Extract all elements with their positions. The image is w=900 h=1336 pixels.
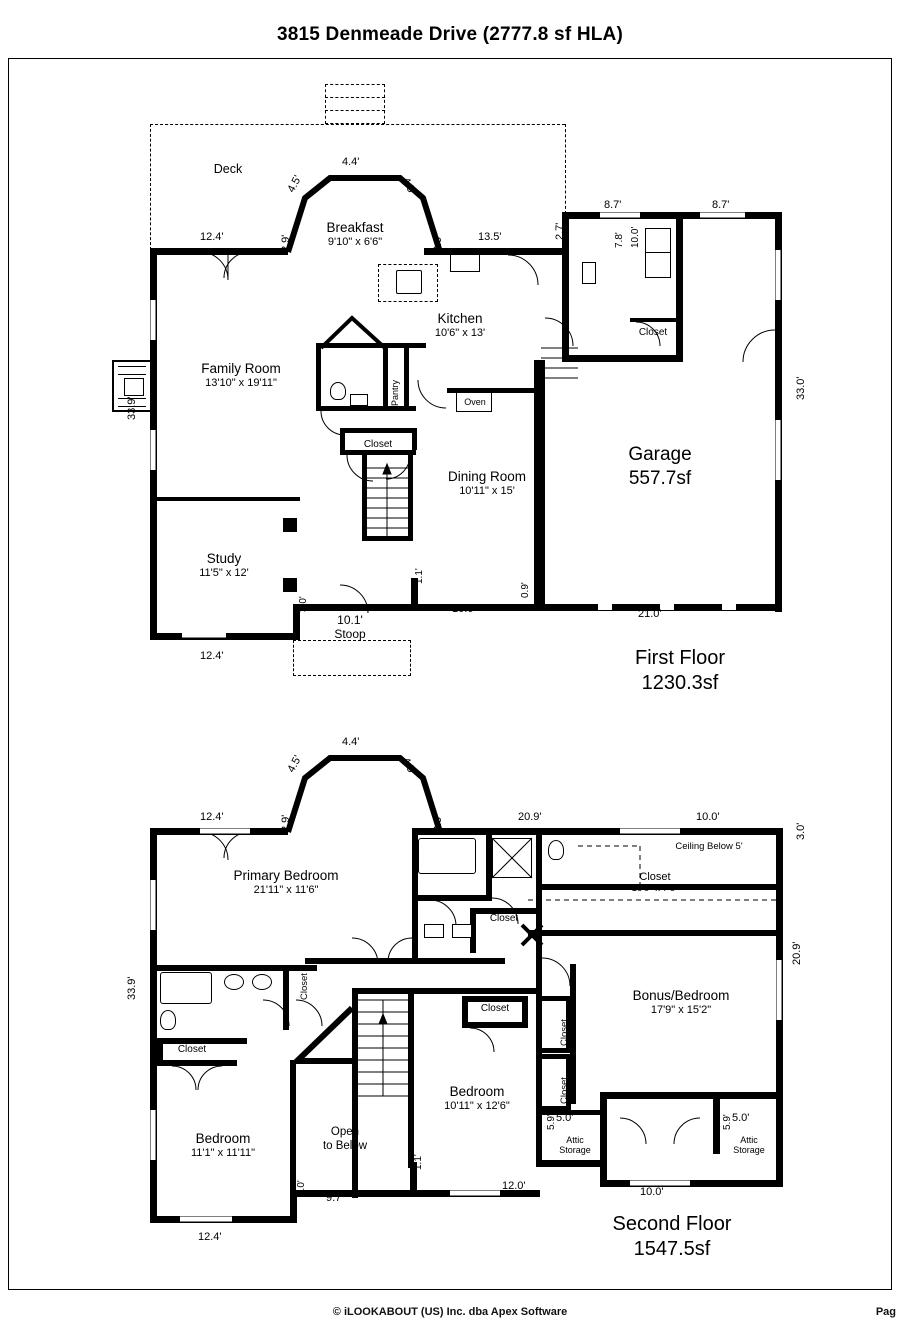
fireplace-hatch-1 — [118, 366, 146, 367]
dim-seg-10-6: 10.6' — [452, 603, 476, 615]
dim-seg-0-9: 0.9' — [520, 582, 531, 598]
wall2-left-bath-right — [283, 965, 289, 1030]
dim-garage-left-8-7: 8.7' — [604, 199, 622, 211]
dim-left-12-4-top: 12.4' — [200, 231, 224, 243]
dim2-attic-left-5-0: 5.0' — [556, 1112, 574, 1124]
dim2-bottom-1-1: 1.1' — [413, 1154, 424, 1170]
dim2-top-10-0: 10.0' — [696, 811, 720, 823]
fireplace-hatch-2 — [118, 374, 146, 375]
second-floor-title: Second Floor 1547.5sf — [612, 1213, 732, 1260]
room-bedroom-left: Bedroom 11'1" x 11'11" — [191, 1131, 255, 1160]
wall2-mid-vert — [352, 988, 358, 1198]
dim2-attic-right-5-0: 5.0' — [732, 1112, 750, 1124]
label-closet-left: Closet — [177, 1044, 207, 1055]
wall-stair-bottom — [362, 536, 413, 541]
room-breakfast: Breakfast 9'10" x 6'6" — [326, 220, 384, 249]
wall2-stair-top — [352, 988, 414, 994]
label-closet-bath: Closet — [299, 973, 310, 1000]
label-attic-storage-left: Attic Storage — [559, 1135, 591, 1156]
column-1 — [283, 518, 297, 532]
wall2-bottom-left — [150, 1216, 295, 1223]
label-closet-kitchen: Closet — [363, 439, 393, 450]
dim2-bay-left-2-9: 2.9' — [280, 814, 292, 832]
tub-hall-icon — [160, 972, 212, 1004]
sink-kitchen-icon — [450, 254, 480, 272]
dim-deck-right-diag: 4.5' — [399, 175, 419, 197]
vanity-icon — [350, 394, 368, 406]
wall-garage-closet — [630, 318, 676, 322]
wall2-left-lower — [150, 968, 157, 1223]
room-kitchen: Kitchen 10'6" x 13' — [434, 311, 486, 340]
wall2-bonus-left — [570, 964, 576, 1104]
label-open-to-below: Open to Below — [322, 1126, 368, 1152]
wall2-left-closet-bottom — [157, 1060, 237, 1066]
range-counter — [378, 264, 438, 302]
dim-laundry-7-8: 7.8' — [614, 232, 625, 248]
toilet2-icon — [548, 840, 564, 860]
wall-closet-kitchen-left — [340, 428, 345, 450]
tub-primary-icon — [418, 838, 476, 874]
room-primary-bedroom: Primary Bedroom 21'11" x 11'6" — [233, 868, 339, 897]
stoop-outline — [293, 640, 411, 676]
wall2-left-closet — [157, 1038, 163, 1060]
label-closet-v2: Closet — [559, 1077, 570, 1104]
dim-bottom-12-4: 12.4' — [200, 650, 224, 662]
wall-pantry-left — [383, 348, 388, 408]
wall2-bonus-bottom — [600, 1092, 783, 1099]
page-number: Pag — [875, 1306, 896, 1318]
dim2-left-33-9: 33.9' — [126, 976, 138, 1000]
wall2-left-bath-top — [157, 965, 317, 971]
wall-closet-kitchen-bottom — [340, 450, 416, 455]
wall-closet-kitchen — [340, 428, 415, 433]
wall2-attic-right-side — [776, 1096, 783, 1186]
label-oven: Oven — [464, 397, 486, 407]
room-dining: Dining Room 10'11" x 15' — [447, 469, 527, 498]
wall2-bonus-bottom-right-step — [713, 1092, 720, 1154]
dim2-bottom-3-0: 3.0' — [296, 1180, 307, 1196]
wall-family-divider — [150, 497, 300, 501]
wall2-top-right — [578, 828, 783, 835]
sink-left-1 — [424, 924, 444, 938]
dim2-bottom-9-7: 9.7' — [326, 1192, 344, 1204]
wall2-closet-v1-bottom — [542, 1048, 570, 1053]
fireplace-hearth — [124, 378, 144, 396]
dim-left-33-9: 33.9' — [126, 396, 138, 420]
room-deck: Deck — [213, 162, 243, 176]
wall2-top-left — [150, 828, 270, 835]
wall-kitchen-bottom — [316, 406, 416, 411]
deck-outline-left — [150, 124, 151, 250]
room-bedroom-mid: Bedroom 10'11" x 12'6" — [444, 1084, 510, 1113]
wall-pantry-right — [404, 348, 409, 408]
dim2-attic-right-5-9: 5.9' — [722, 1114, 733, 1130]
dim2-deck-left-diag: 4.5' — [285, 753, 305, 775]
washer-icon — [582, 262, 596, 284]
wall-top-garage — [562, 212, 782, 219]
dim-deck-left-diag: 4.5' — [285, 173, 305, 195]
label-closet-garage: Closet — [638, 327, 668, 338]
wall2-bedroom-mid-right — [536, 964, 542, 1164]
room-family: Family Room 13'10" x 19'11" — [201, 361, 281, 390]
label-pantry: Pantry — [390, 379, 400, 406]
label-closet-v1: Closet — [559, 1019, 570, 1046]
wall-kitchen-top — [316, 343, 426, 348]
label-attic-storage-right: Attic Storage — [733, 1135, 765, 1156]
dim2-bottom-12-0: 12.0' — [502, 1180, 526, 1192]
dim-right-33-0: 33.0' — [795, 376, 807, 400]
dim-garage-bottom-21-0: 21.0' — [638, 608, 662, 620]
deck-step — [325, 84, 385, 124]
wall-bottom-mid — [411, 604, 541, 611]
wall2-right-mid — [776, 884, 783, 1096]
deck-outline-right — [565, 124, 566, 214]
first-floor-title: First Floor 1230.3sf — [635, 647, 725, 694]
toilet-hall-icon — [160, 1010, 176, 1030]
page-title: 3815 Denmeade Drive (2777.8 sf HLA) — [277, 24, 623, 45]
wall2-bottom-right-seg — [536, 1160, 602, 1167]
dim-stoop-1-1: 1.1' — [414, 568, 425, 584]
sink-hall-2 — [252, 974, 272, 990]
dim2-bottom-12-4: 12.4' — [198, 1231, 222, 1243]
dim-seg-2-7: 2.7' — [554, 222, 566, 240]
dim2-right-20-9: 20.9' — [791, 941, 803, 965]
wall2-bedroom-mid-top — [414, 988, 540, 994]
laundry-tub-div — [645, 252, 671, 253]
wall2-bath-right — [536, 835, 542, 965]
wall2-big-closet-bottom — [528, 930, 782, 936]
room-study: Study 11'5" x 12' — [199, 551, 249, 580]
wall2-open-below-diag-base — [296, 1058, 354, 1064]
dim-deck-top: 4.4' — [342, 156, 360, 168]
label-big-closet: Closet — [639, 871, 671, 883]
wall2-closet-mid-box — [462, 996, 528, 1002]
label-big-closet-dims: 16'9" x 7'6" — [631, 883, 679, 894]
wall-stair-right — [362, 455, 367, 540]
wall2-stair-right — [408, 988, 414, 1168]
dim-garage-right-8-7: 8.7' — [712, 199, 730, 211]
dim-hall-13-5: 13.5' — [478, 231, 502, 243]
wall2-bath-bottom — [412, 895, 492, 901]
wall-garage-right — [775, 212, 782, 612]
dim-stoop-3-0: 3.0' — [298, 596, 309, 612]
dim-laundry-10-0: 10.0' — [630, 226, 641, 248]
sink-hall-1 — [224, 974, 244, 990]
footer-copyright: © iLOOKABOUT (US) Inc. dba Apex Software — [332, 1306, 568, 1318]
wall2-left-upper — [150, 828, 157, 968]
wall-closet-kitchen-right — [412, 428, 417, 450]
label-closet-hall: Closet — [489, 913, 519, 924]
dim2-deck-right-diag: 4.5' — [399, 755, 419, 777]
dim2-top-20-9: 20.9' — [518, 811, 542, 823]
deck-outline-top — [150, 124, 565, 125]
dim2-bottom-10-0: 10.0' — [640, 1186, 664, 1198]
dim-bay-right-2-9: 2.9' — [432, 234, 444, 252]
deck-step-div1 — [325, 97, 385, 98]
room-bonus-bedroom: Bonus/Bedroom 17'9" x 15'2" — [632, 988, 730, 1017]
wall2-attic-right-bottom — [713, 1180, 783, 1187]
dim2-right-3-0: 3.0' — [795, 822, 807, 840]
wall2-right-upper — [776, 828, 783, 884]
dim2-attic-left-5-9: 5.9' — [546, 1114, 557, 1130]
wall-laundry-right — [676, 212, 683, 362]
dim2-deck-top: 4.4' — [342, 736, 360, 748]
dim2-left-12-4-top: 12.4' — [200, 811, 224, 823]
deck-step-div2 — [325, 110, 385, 111]
laundry-tub-icon — [645, 228, 671, 278]
wall-stoop-top — [293, 604, 418, 611]
wall-laundry-bottom — [562, 355, 682, 362]
wall2-closet-mid-bottom — [462, 1022, 528, 1028]
garage-label: Garage 557.7sf — [628, 444, 692, 489]
dim-bay-left-2-9: 2.9' — [280, 234, 292, 252]
wall-bottom-study — [150, 633, 300, 640]
shower-icon — [492, 838, 532, 878]
label-ceiling-below: Ceiling Below 5' — [675, 841, 743, 852]
wall-top-left — [150, 248, 270, 255]
wall2-primary-bottom — [305, 958, 505, 964]
sink-left-2 — [452, 924, 472, 938]
label-closet-mid: Closet — [480, 1003, 510, 1014]
label-stoop: 10.1' Stoop — [334, 613, 366, 642]
dim2-bay-right-2-9: 2.9' — [432, 814, 444, 832]
